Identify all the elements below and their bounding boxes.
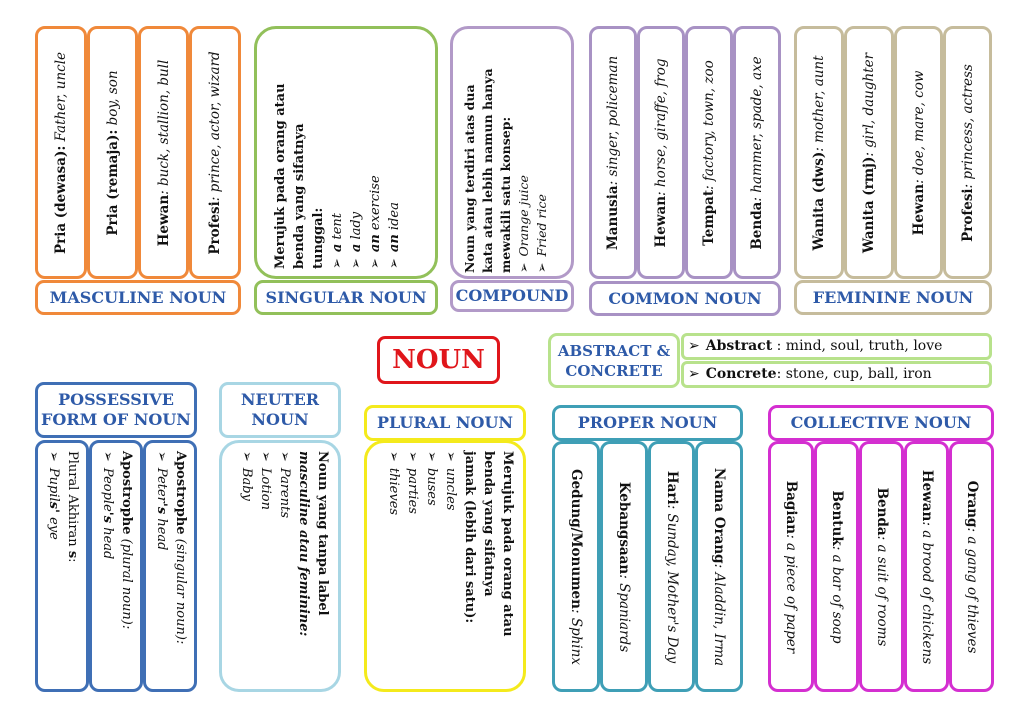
feminine-card-1 (794, 26, 844, 279)
masculine-noun-label: MASCULINE NOUN (35, 280, 241, 315)
collective-card-3 (859, 441, 904, 692)
neuter-item-2: ➢Lotion (258, 451, 273, 510)
common-noun-label: COMMON NOUN (589, 281, 781, 316)
collective-key-2: Hewan (918, 469, 935, 521)
neuter-card (219, 440, 341, 692)
proper-card-3 (600, 441, 648, 692)
collective-card-4 (814, 441, 859, 692)
common-val-4: : hammer, spade, axe (749, 55, 765, 202)
proper-card-4 (552, 441, 600, 692)
compound-item-1: ➢Orange juice (516, 175, 531, 273)
arrow-icon: ➢ (688, 366, 700, 382)
arrow-icon: ➢ (239, 451, 254, 462)
proper-key-1: Nama Orang (711, 467, 727, 564)
masculine-card-2 (87, 26, 138, 279)
feminine-key-3: Hewan (910, 183, 927, 235)
plural-item-3: ➢parties (405, 451, 420, 514)
singular-card (254, 26, 438, 279)
feminine-card-3 (894, 26, 943, 279)
common-card-4 (733, 26, 781, 279)
abstract-label-line-1: ABSTRACT & (557, 341, 671, 360)
arrow-icon: ➢ (688, 338, 700, 354)
masculine-val-2: boy, son (104, 69, 121, 130)
masculine-val-3: : buck, stallion, bull (155, 59, 172, 195)
collective-val-5: : a piece of paper (783, 533, 799, 653)
common-key-1: Manusia (605, 184, 621, 250)
collective-val-4: : a bar of soap (828, 545, 845, 644)
masculine-val-4: : prince, actor, wizard (207, 50, 223, 201)
masculine-val-1: Father, uncle (53, 51, 69, 146)
arrow-icon: ➢ (386, 451, 401, 462)
singular-item-4: ➢an idea (387, 202, 402, 269)
neuter-label-line-1: NEUTER (240, 390, 320, 409)
plural-noun-label: PLURAL NOUN (364, 405, 526, 441)
masculine-key-3: Hewan (155, 194, 172, 246)
singular-line-1: Merujuk pada orang atau (273, 83, 288, 269)
masculine-key-1: Pria (dewasa): (53, 145, 69, 254)
singular-noun-label: SINGULAR NOUN (254, 280, 438, 315)
arrow-icon: ➢ (405, 451, 420, 462)
masculine-card-3 (138, 26, 189, 279)
proper-val-2: : Sunday, Mother's Day (663, 504, 680, 663)
concrete-val: : stone, cup, ball, iron (776, 366, 932, 382)
feminine-val-4: : princess, actress (959, 63, 976, 188)
singular-item-2: ➢a lady (349, 211, 364, 269)
possessive-label-line-1: POSSESSIVE (58, 390, 174, 409)
arrow-icon: ➢ (258, 451, 273, 462)
feminine-key-4: Profesi (959, 187, 976, 242)
plural-item-1: ➢uncles (443, 451, 458, 511)
abstract-concrete-label (548, 333, 680, 388)
plural-item-2: ➢buses (424, 451, 439, 506)
masculine-key-4: Profesi (207, 200, 223, 255)
proper-card-2 (648, 441, 695, 692)
feminine-noun-label: FEMININE NOUN (794, 280, 992, 315)
neuter-label (219, 382, 341, 438)
compound-card (450, 26, 574, 279)
arrow-icon: ➢ (516, 262, 531, 273)
concrete-row (681, 361, 992, 388)
feminine-val-3: : doe, mare, cow (910, 70, 927, 184)
feminine-val-2: : girl, daughter (861, 52, 877, 157)
singular-item-3: ➢an exercise (368, 175, 383, 269)
feminine-key-1: Wanita (dws) (811, 151, 827, 251)
common-val-2: : horse, giraffe, frog (653, 58, 669, 196)
abstract-label-line-2: CONCRETE (565, 361, 663, 380)
proper-key-4: Gedung/Monumen (568, 468, 584, 609)
collective-key-4: Bentuk (828, 489, 845, 546)
neuter-line-1: Noun yang tanpa label (315, 451, 330, 616)
collective-noun-label: COLLECTIVE NOUN (768, 405, 994, 441)
plural-card (364, 440, 526, 692)
proper-key-3: Kebangsaan (616, 481, 632, 574)
proper-noun-label: PROPER NOUN (552, 405, 743, 441)
arrow-icon: ➢ (424, 451, 439, 462)
plural-line-1: Merujuk pada orang atau (500, 451, 515, 637)
possessive-card-2: Apostrophe (plural noun): ➢People's head (89, 440, 143, 692)
common-key-2: Hewan (653, 195, 669, 247)
arrow-icon: ➢ (443, 451, 458, 462)
common-card-1 (589, 26, 637, 279)
compound-item-2: ➢Fried rice (534, 194, 549, 273)
possessive-card-3: Plural Akhiran s: ➢Pupils' eye (35, 440, 89, 692)
proper-val-1: : Aladdin, Irma (711, 563, 727, 666)
collective-key-3: Benda (873, 487, 890, 536)
masculine-key-2: Pria (remaja): (104, 129, 121, 236)
collective-val-1: : a gang of thieves (963, 526, 980, 653)
neuter-line-2: masculine atau feminine: (296, 451, 311, 637)
common-key-4: Benda (749, 201, 765, 250)
common-val-1: : singer, policeman (605, 55, 621, 185)
arrow-icon: ➢ (100, 451, 115, 462)
compound-label: COMPOUND (450, 280, 574, 312)
arrow-icon: ➢ (154, 451, 169, 462)
arrow-icon: ➢ (534, 262, 549, 273)
neuter-label-line-2: NOUN (251, 410, 309, 429)
collective-card-2 (904, 441, 949, 692)
collective-card-5 (768, 441, 814, 692)
collective-card-1 (949, 441, 994, 692)
possessive-label-line-2: FORM OF NOUN (41, 410, 191, 429)
proper-key-2: Hari (663, 470, 680, 505)
possessive-example-3: ➢Pupils' eye (46, 451, 61, 540)
arrow-icon: ➢ (277, 451, 292, 462)
plural-line-3: jamak (lebih dari satu): (462, 451, 477, 624)
possessive-card-1: Apostrophe (singular noun): ➢Peter's head (143, 440, 197, 692)
abstract-row (681, 333, 992, 360)
arrow-icon: ➢ (387, 258, 402, 269)
common-key-3: Tempat (701, 189, 717, 246)
possessive-label (35, 382, 197, 438)
feminine-key-2: Wanita (rmj) (861, 156, 877, 253)
possessive-example-1: ➢Peter's head (154, 451, 169, 551)
singular-line-3: tunggal: (311, 207, 326, 269)
possessive-example-2: ➢People's head (100, 451, 115, 560)
neuter-item-3: ➢Baby (239, 451, 254, 501)
collective-val-3: : a suit of rooms (873, 535, 890, 646)
masculine-card-1 (35, 26, 87, 279)
proper-val-3: : Spaniards (616, 573, 632, 652)
common-card-2 (637, 26, 685, 279)
common-val-3: : factory, town, zoo (701, 59, 717, 190)
feminine-card-2 (844, 26, 894, 279)
arrow-icon: ➢ (349, 258, 364, 269)
arrow-icon: ➢ (330, 258, 345, 269)
concrete-key: Concrete (705, 366, 777, 382)
noun-title: NOUN (377, 336, 500, 384)
plural-line-2: benda yang sifatnya (481, 451, 496, 597)
collective-val-2: : a brood of chickens (918, 520, 935, 664)
abstract-key: Abstract (705, 338, 773, 354)
common-card-3 (685, 26, 733, 279)
plural-item-4: ➢thieves (386, 451, 401, 516)
arrow-icon: ➢ (46, 451, 61, 462)
compound-line-1: Noun yang terdiri atas dua (462, 84, 477, 273)
abstract-val: : mind, soul, truth, love (772, 338, 943, 354)
compound-line-2: kata atau lebih namun hanya (480, 68, 495, 273)
compound-line-3: mewakili satu konsep: (498, 116, 513, 273)
collective-key-1: Orang (963, 480, 980, 527)
proper-card-1 (695, 441, 743, 692)
feminine-val-1: : mother, aunt (811, 54, 827, 152)
feminine-card-4 (943, 26, 992, 279)
arrow-icon: ➢ (368, 258, 383, 269)
collective-key-5: Bagian (783, 480, 799, 534)
singular-item-1: ➢a tent (330, 213, 345, 269)
neuter-item-1: ➢Parents (277, 451, 292, 518)
proper-val-4: : Sphinx (568, 608, 584, 665)
masculine-card-4 (189, 26, 241, 279)
singular-line-2: benda yang sifatnya (292, 123, 307, 269)
